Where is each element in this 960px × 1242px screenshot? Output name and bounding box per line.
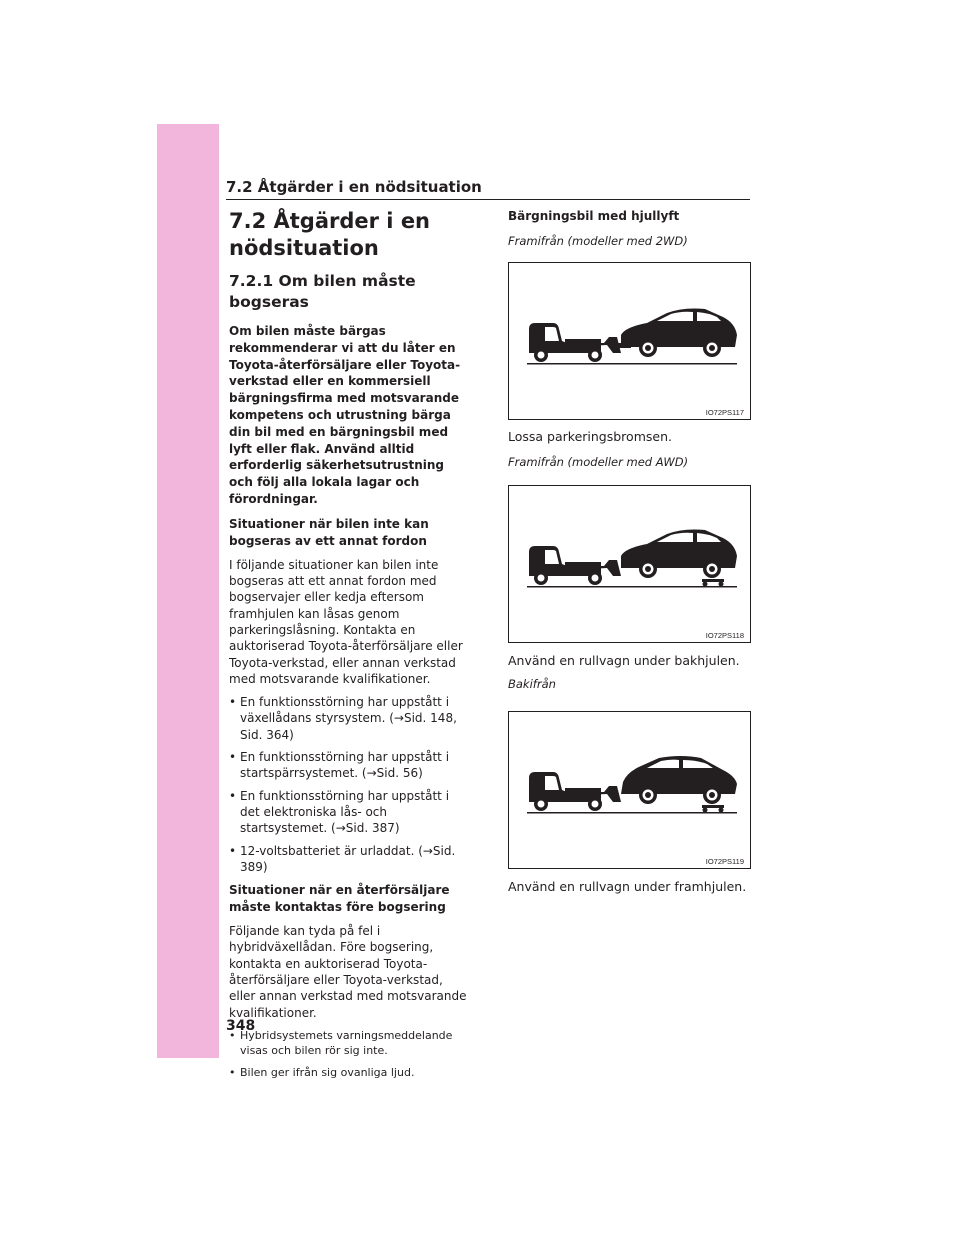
list-item: • En funktionsstörning har uppstått i det elektroniska lås- och startsystemet. (→Sid. 387) bbox=[229, 788, 469, 837]
page-number: 348 bbox=[226, 1018, 256, 1034]
figure-code: IO72PS118 bbox=[705, 631, 744, 640]
list-item: • En funktionsstörning har uppstått i startspärrsystemet. (→Sid. 56) bbox=[229, 749, 469, 782]
bullet-list-symptoms bbox=[229, 1028, 469, 1081]
figure-caption: Framifrån (modeller med 2WD) bbox=[508, 234, 688, 248]
instruction-text: Använd en rullvagn under bakhjulen. bbox=[508, 653, 740, 668]
instruction-text: Lossa parkeringsbromsen. bbox=[508, 429, 672, 444]
tow-truck-dolly-icon bbox=[509, 486, 752, 644]
bullet-list-malfunctions bbox=[229, 694, 469, 875]
tow-illustration-awd bbox=[508, 485, 751, 643]
subhead-cannot-tow: Situationer när bilen inte kan bogseras av ett annat fordon bbox=[229, 516, 429, 548]
list-item: • 12-voltsbatteriet är urladdat. (→Sid. 389) bbox=[229, 843, 469, 876]
figure-caption: Bakifrån bbox=[508, 677, 556, 691]
tow-illustration-2wd bbox=[508, 262, 751, 420]
list-item: • Hybridsystemets varningsmeddelande visas och bilen rör sig inte. bbox=[229, 1028, 469, 1059]
left-column bbox=[229, 208, 469, 1087]
paragraph-cannot-tow: I följande situationer kan bilen inte bogseras att ett annat fordon med bogservajer eller kedja eftersom framhjulen kan låsas genom parkeringslåsning. Kontakta en auktoriserad Toyota-återförsäljare eller Toyota-verkstad, eller annan verkstad med motsvarande kvalifikationer. bbox=[229, 557, 463, 686]
intro-paragraph: Om bilen måste bärgas rekommenderar vi att du låter en Toyota-återförsäljare eller Toyota-verkstad eller en kommersiell bärgningsfirma med motsvarande kompetens och utrustning bärga din bil med en bärgningsbil med lyft eller flak. Använd alltid erforderlig säkerhetsutrustning och följ alla lokala lagar och förordningar. bbox=[229, 324, 461, 506]
figure-code: IO72PS117 bbox=[705, 408, 744, 417]
list-item: • En funktionsstörning har uppstått i växellådans styrsystem. (→Sid. 148, Sid. 364) bbox=[229, 694, 469, 743]
chapter-title bbox=[229, 208, 469, 262]
tow-truck-dolly-rear-icon bbox=[509, 712, 752, 870]
figure-code: IO72PS119 bbox=[705, 857, 744, 866]
figure-caption: Framifrån (modeller med AWD) bbox=[508, 455, 689, 469]
list-item: • Bilen ger ifrån sig ovanliga ljud. bbox=[229, 1065, 469, 1081]
chapter-title-line2: nödsituation bbox=[229, 236, 379, 260]
running-head: 7.2 Åtgärder i en nödsituation bbox=[226, 178, 482, 196]
subhead-contact-dealer: Situationer när en återförsäljare måste kontaktas före bogsering bbox=[229, 883, 450, 915]
right-column bbox=[508, 208, 753, 895]
instruction-text: Använd en rullvagn under framhjulen. bbox=[508, 879, 747, 894]
subhead-wheel-lift: Bärgningsbil med hjullyft bbox=[508, 209, 680, 223]
paragraph-contact-dealer: Följande kan tyda på fel i hybridväxellådan. Före bogsering, kontakta en auktoriserad Toyota-återförsäljare eller Toyota-verkstad, eller annan verkstad med motsvarande kvalifikationer. bbox=[229, 924, 467, 1020]
chapter-title-line1: 7.2 Åtgärder i en bbox=[229, 209, 431, 233]
tow-truck-car-icon bbox=[509, 263, 752, 421]
chapter-tab bbox=[157, 124, 219, 1058]
header-rule bbox=[226, 199, 750, 200]
tow-illustration-rear bbox=[508, 711, 751, 869]
section-title: 7.2.1 Om bilen måste bogseras bbox=[229, 272, 416, 311]
